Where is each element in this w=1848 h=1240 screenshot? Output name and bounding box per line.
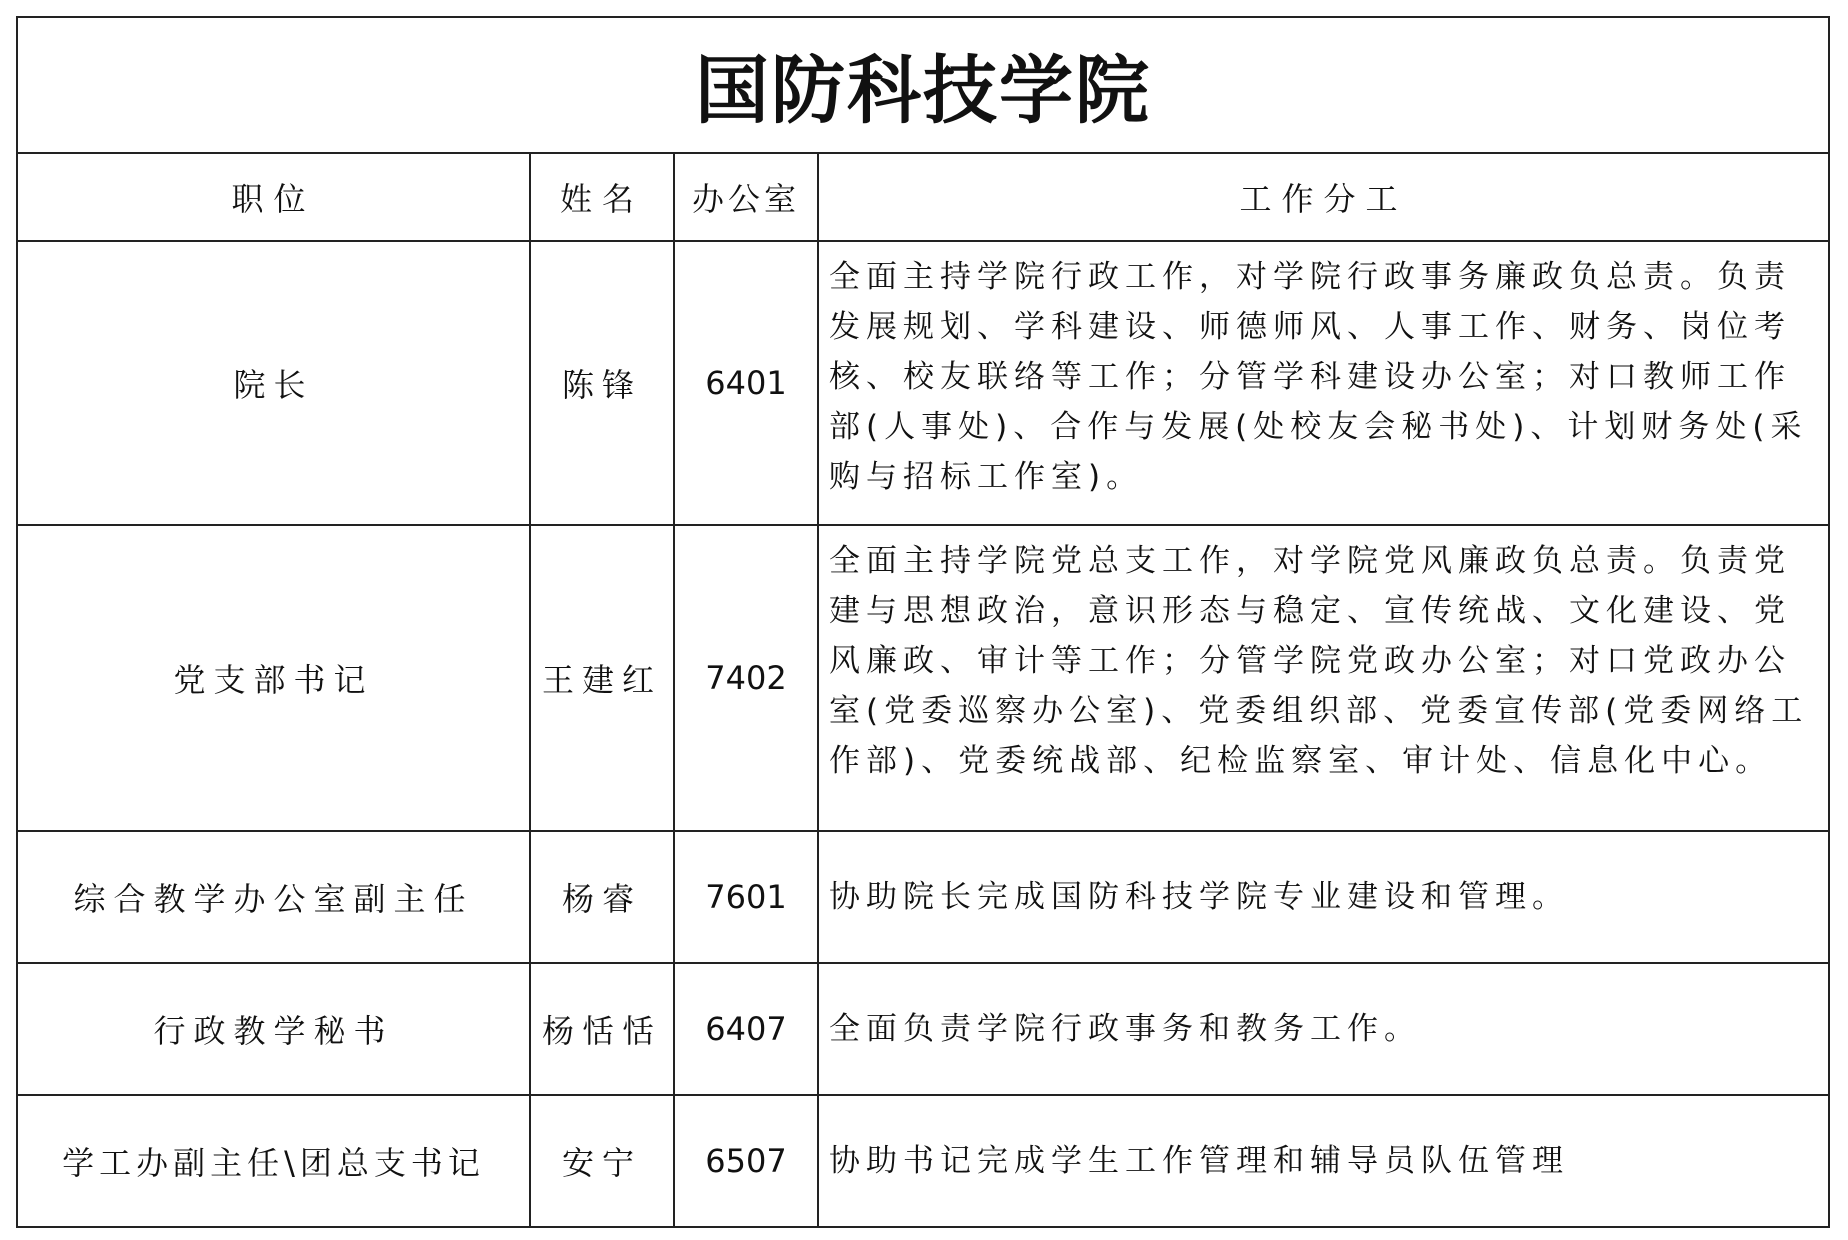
name-cell: 安宁 xyxy=(530,1095,674,1227)
office-cell: 6507 xyxy=(674,1095,818,1227)
office-cell: 7402 xyxy=(674,525,818,831)
table-row xyxy=(17,1095,1829,1227)
duties-cell: 协助书记完成学生工作管理和辅导员队伍管理 xyxy=(818,1095,1829,1227)
document-title: 国防科技学院 xyxy=(17,17,1829,153)
duties-cell: 全面负责学院行政事务和教务工作。 xyxy=(818,963,1829,1095)
staff-table xyxy=(16,16,1830,1228)
duties-cell: 全面主持学院党总支工作，对学院党风廉政负总责。负责党建与思想政治，意识形态与稳定、宣传统战、文化建设、党风廉政、审计等工作；分管学院党政办公室；对口党政办公室(党委巡察办公室)、党委组织部、党委宣传部(党委网络工作部)、党委统战部、纪检监察室、审计处、信息化中心。 xyxy=(818,525,1829,831)
table-row xyxy=(17,831,1829,963)
name-cell: 杨睿 xyxy=(530,831,674,963)
name-cell: 王建红 xyxy=(530,525,674,831)
header-row xyxy=(17,153,1829,241)
header-duties: 工作分工 xyxy=(818,153,1829,241)
table-row xyxy=(17,525,1829,831)
position-cell: 院长 xyxy=(17,241,530,525)
duties-cell: 全面主持学院行政工作，对学院行政事务廉政负总责。负责发展规划、学科建设、师德师风、人事工作、财务、岗位考核、校友联络等工作；分管学科建设办公室；对口教师工作部(人事处)、合作与发展(处校友会秘书处)、计划财务处(采购与招标工作室)。 xyxy=(818,241,1829,525)
position-cell: 学工办副主任\团总支书记 xyxy=(17,1095,530,1227)
header-office: 办公室 xyxy=(674,153,818,241)
header-name: 姓名 xyxy=(530,153,674,241)
office-cell: 7601 xyxy=(674,831,818,963)
office-cell: 6407 xyxy=(674,963,818,1095)
table-row xyxy=(17,963,1829,1095)
header-position: 职位 xyxy=(17,153,530,241)
title-row xyxy=(17,17,1829,153)
position-cell: 党支部书记 xyxy=(17,525,530,831)
duties-cell: 协助院长完成国防科技学院专业建设和管理。 xyxy=(818,831,1829,963)
name-cell: 陈锋 xyxy=(530,241,674,525)
office-cell: 6401 xyxy=(674,241,818,525)
position-cell: 行政教学秘书 xyxy=(17,963,530,1095)
table-row xyxy=(17,241,1829,525)
name-cell: 杨恬恬 xyxy=(530,963,674,1095)
position-cell: 综合教学办公室副主任 xyxy=(17,831,530,963)
